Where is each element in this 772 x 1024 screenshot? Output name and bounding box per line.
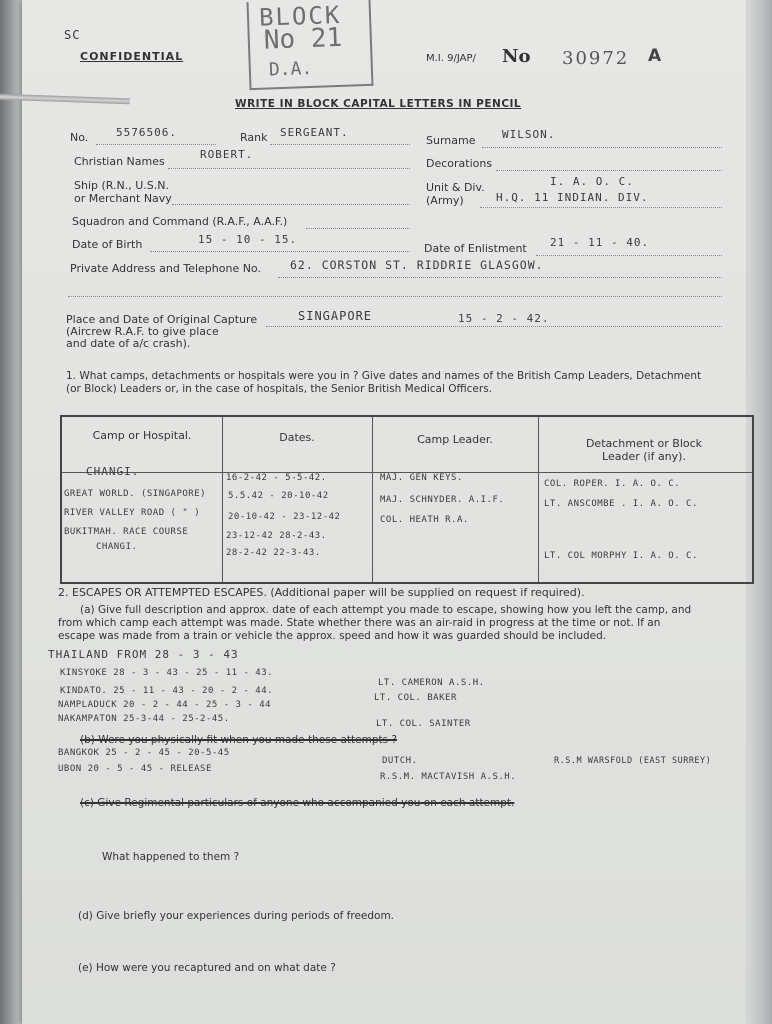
- capture-label-1: Place and Date of Original Capture: [66, 313, 258, 326]
- escape-entry-3-leader: LT. COL. BAKER: [374, 693, 457, 703]
- escape-entry-1: THAILAND FROM 28 - 3 - 43: [48, 648, 239, 661]
- surname-value: WILSON.: [502, 128, 556, 141]
- table-row-2-camp: GREAT WORLD. (SINGAPORE): [64, 489, 207, 499]
- number-label: No: [502, 46, 531, 67]
- escape-entry-3: KINDATO. 25 - 11 - 43 - 20 - 2 - 44.: [60, 686, 274, 696]
- christian-names-label: Christian Names: [74, 155, 165, 168]
- dob-value: 15 - 10 - 15.: [198, 233, 298, 246]
- ship-label-1: Ship (R.N., U.S.N.: [74, 179, 169, 192]
- q2-a-line-3: escape was made from a train or vehicle the approx. speed and how it was guarded should be included.: [58, 630, 607, 642]
- escape-entry-5: NAKAMPATON 25-3-44 - 25-2-45.: [58, 714, 230, 724]
- block-stamp: [247, 0, 374, 90]
- squadron-label: Squadron and Command (R.A.F., A.A.F.): [72, 215, 288, 228]
- escape-entry-4: NAMPLADUCK 20 - 2 - 44 - 25 - 3 - 44: [58, 700, 272, 710]
- ship-label-2: or Merchant Navy: [74, 192, 172, 205]
- escape-entry-5-leader: LT. COL. SAINTER: [376, 719, 471, 729]
- q2-a-line-1: (a) Give full description and approx. date of each attempt you made to escape, showing how you left the camp, and: [80, 604, 692, 616]
- unit-label-1: Unit & Div.: [426, 181, 485, 194]
- table-row-1-detachment: COL. ROPER. I. A. O. C.: [544, 479, 681, 489]
- table-row-4-camp: BUKITMAH. RACE COURSE: [64, 527, 189, 537]
- serial-number: 30972: [562, 48, 630, 69]
- table-row-2-detachment: LT. ANSCOMBE . I. A. O. C.: [544, 499, 698, 509]
- q2-title: 2. ESCAPES OR ATTEMPTED ESCAPES. (Additional paper will be supplied on request if required).: [58, 586, 585, 599]
- address-value: 62. CORSTON ST. RIDDRIE GLASGOW.: [290, 258, 544, 272]
- enlistment-label: Date of Enlistment: [424, 242, 527, 255]
- q2-c-question: (c) Give Regimental particulars of anyone who accompanied you on each attempt.: [80, 797, 515, 809]
- unit-value-1: I. A. O. C.: [550, 175, 634, 188]
- b-entry-2: UBON 20 - 5 - 45 - RELEASE: [58, 764, 212, 774]
- form-reference: M.I. 9/JAP/: [426, 53, 476, 64]
- table-row-3-leader: COL. HEATH R.A.: [380, 515, 469, 525]
- b-entry-2-leader: R.S.M. MACTAVISH A.S.H.: [380, 772, 517, 782]
- b-entry-1: BANGKOK 25 - 2 - 45 - 20-5-45: [58, 748, 230, 758]
- table-row-1-leader: MAJ. GEN KEYS.: [380, 473, 463, 483]
- capture-label-2: (Aircrew R.A.F. to give place: [66, 325, 219, 338]
- escape-entry-2-leader: LT. CAMERON A.S.H.: [378, 678, 485, 688]
- form-sheet: [22, 0, 746, 1024]
- unit-label-2: (Army): [426, 194, 464, 207]
- table-row-5-dates: 28-2-42 22-3-43.: [226, 548, 321, 558]
- no-label: No.: [70, 131, 89, 144]
- q1-text-line-2: (or Block) Leaders or, in the case of hospitals, the Senior British Medical Officers.: [66, 383, 493, 395]
- table-row-2-leader: MAJ. SCHNYDER. A.I.F.: [380, 495, 505, 505]
- form-instruction: WRITE IN BLOCK CAPITAL LETTERS IN PENCIL: [235, 98, 522, 110]
- christian-names-value: ROBERT.: [200, 148, 254, 161]
- address-label: Private Address and Telephone No.: [70, 262, 261, 275]
- table-row-5-camp: CHANGI.: [96, 542, 138, 552]
- table-header-dates: Dates.: [279, 431, 315, 444]
- corner-mark: SC: [64, 28, 81, 42]
- camps-table: [60, 415, 754, 584]
- capture-label-3: and date of a/c crash).: [66, 337, 191, 350]
- unit-value-2: H.Q. 11 INDIAN. DIV.: [496, 191, 649, 204]
- table-header-detachment: Detachment or Block: [585, 437, 703, 450]
- stamp-line-2: No 21: [263, 22, 343, 56]
- decorations-label: Decorations: [426, 157, 493, 170]
- surname-label: Surname: [426, 134, 476, 147]
- table-row-2-dates: 5.5.42 - 20-10-42: [228, 491, 329, 501]
- table-row-3-dates: 20-10-42 - 23-12-42: [228, 512, 341, 522]
- q2-b-question: (b) Were you physically fit when you made these attempts ?: [80, 734, 397, 746]
- table-row-4-dates: 23-12-42 28-2-43.: [226, 531, 327, 541]
- table-row-1-dates: 16-2-42 - 5-5-42.: [226, 473, 327, 483]
- stamp-line-1: BLOCK: [258, 0, 342, 32]
- table-header-leader: Camp Leader.: [417, 433, 493, 446]
- q2-a-line-2: from which camp each attempt was made. State whether there was an air-raid in progress at the time or not. If an: [58, 617, 661, 629]
- capture-date: 15 - 2 - 42.: [458, 312, 550, 325]
- table-row-1-camp: CHANGI.: [86, 465, 140, 478]
- escape-entry-2: KINSYOKE 28 - 3 - 43 - 25 - 11 - 43.: [60, 668, 274, 678]
- table-header-camp: Camp or Hospital.: [92, 429, 192, 442]
- q2-e-question: (e) How were you recaptured and on what date ?: [78, 962, 336, 974]
- capture-place: SINGAPORE: [298, 309, 373, 323]
- stamp-line-3: D.A.: [268, 57, 313, 81]
- enlistment-value: 21 - 11 - 40.: [550, 236, 650, 249]
- rank-label: Rank: [240, 131, 268, 144]
- serial-suffix: A: [648, 46, 662, 66]
- service-number: 5576506.: [116, 126, 177, 139]
- q2-what-happened: What happened to them ?: [102, 851, 240, 863]
- table-header-detachment-2: Leader (if any).: [602, 450, 686, 463]
- table-row-3-camp: RIVER VALLEY ROAD ( " ): [64, 508, 201, 518]
- q1-text-line-1: 1. What camps, detachments or hospitals were you in ? Give dates and names of the British Camp Leaders, Detachment: [66, 370, 702, 382]
- confidential-label: CONFIDENTIAL: [80, 50, 184, 63]
- dob-label: Date of Birth: [72, 238, 143, 251]
- table-row-5-detachment: LT. COL MORPHY I. A. O. C.: [544, 551, 698, 561]
- q2-d-question: (d) Give briefly your experiences during periods of freedom.: [78, 910, 395, 922]
- b-entry-1-leader: DUTCH.: [382, 756, 418, 766]
- rank-value: SERGEANT.: [280, 126, 349, 139]
- b-entry-right-leader: R.S.M WARSFOLD (EAST SURREY): [554, 756, 712, 766]
